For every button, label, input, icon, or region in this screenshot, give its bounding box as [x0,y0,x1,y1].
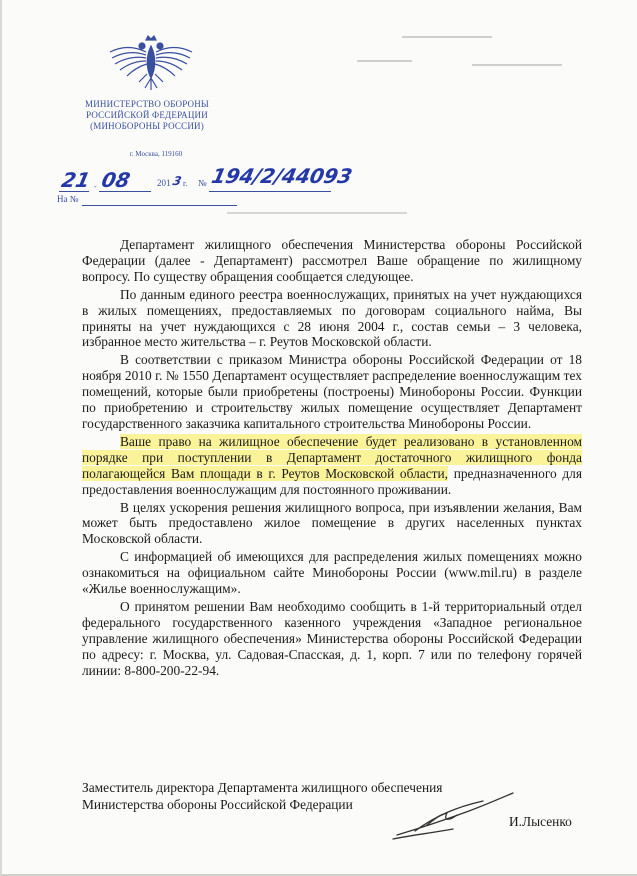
reg-day-underline [59,191,89,192]
handwritten-signature [387,785,517,845]
reg-month: 08 [99,168,133,192]
ministry-line: МИНИСТЕРСТВО ОБОРОНЫ [85,99,209,109]
body-paragraph-highlighted [82,434,582,498]
reg-day: 21 [59,168,93,192]
letter-body [82,237,582,680]
reg-month-underline [99,191,151,192]
reg-number-label: № [198,178,207,188]
redacted-mark [472,64,562,66]
signatory-title-line: Министерства обороны Российской Федерации [82,797,353,812]
body-paragraph: В соответствии с приказом Министра обороны Российской Федерации от 18 ноября 2010 г. № 1550 Департамент осуществляет распределение военнослужащим тех помещений, которые были приобретены (построены) Минобороны России. Функции по приобретению и строительству жилых помещение осуществляет Департамент государственного заказчика капитального строительства Минобороны России. [82,352,582,431]
body-paragraph: Департамент жилищного обеспечения Министерства обороны Российской Федерации (далее - Департамент) рассмотрел Ваше обращение по жилищному вопросу. По существу обращения сообщается следующее. [82,237,582,284]
body-paragraph: О принятом решении Вам необходимо сообщить в 1-й территориальный отдел федерального государственного казенного учреждения «Западное региональное управление жилищного обеспечения» Министерства обороны Российской Федерации по адресу: г. Москва, ул. Садовая-Спасская, д. 1, корп. 7 или по телефону горячей линии: 8-800-200-22-94. [82,598,582,678]
reg-year-digit: 3 [171,174,183,188]
reg-number: 194/2/44093 [209,164,355,188]
highlighted-text: Ваше право на жилищное обеспечение будет реализовано в установленном порядке при поступлении в Департамент достаточного жилищного фонда полагающейся Вам площади в г. Реутов Московской области, [82,433,582,481]
redacted-mark [402,36,492,38]
reg-ref-underline [82,205,237,206]
redacted-mark [357,60,412,62]
body-paragraph: По данным единого реестра военнослужащих, принятых на учет нуждающихся в жилых помещениях, предоставляемых по договорам социального найма, Вы приняты на учет нуждающихся с 28 июня 2004 г., состав семьи – 3 человека, избранное место жительства – г. Реутов Московской области. [82,286,582,350]
reg-year-prefix: 201 [157,178,171,188]
reg-number-underline [209,191,331,192]
reg-dash: - [94,182,97,191]
eagle-emblem-icon [106,34,196,96]
reg-ref-label: На № [57,194,79,204]
ministry-line: РОССИЙСКОЙ ФЕДЕРАЦИИ [86,110,208,120]
reg-year-suffix: г. [183,179,188,188]
signatory-name: И.Лысенко [509,814,572,829]
ministry-address: г. Москва, 119160 [129,150,183,158]
ministry-name [62,99,232,132]
ministry-line: (МИНОБОРОНЫ РОССИИ) [90,121,204,131]
signatory-title-line: Заместитель директора Департамента жилищного обеспечения [82,780,443,795]
redacted-mark [227,212,407,214]
body-paragraph: С информацией об имеющихся для распределения жилых помещениях можно ознакомиться на официальном сайте Минобороны России (www.mil.ru) в разделе «Жилье военнослужащим». [82,549,582,597]
body-paragraph: В целях ускорения решения жилищного вопроса, при изъявлении желания, Вам может быть предоставлено жилое помещение в других населенных пунктах Московской области. [82,499,582,547]
highlighted-tail: предназначенного для предоставления военнослужащим для постоянного проживании. [82,465,582,497]
